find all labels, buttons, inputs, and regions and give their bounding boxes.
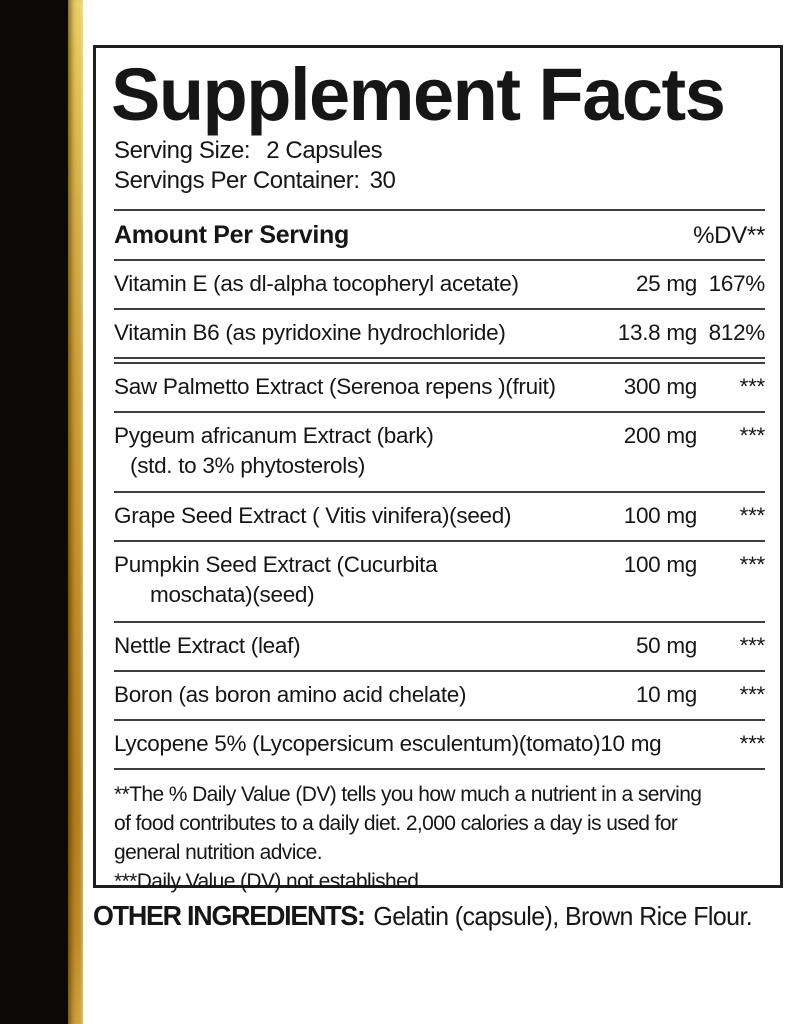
ingredient-name: Lycopene 5% (Lycopersicum esculentum)(tomato): [114, 730, 601, 756]
ingredient-row: [114, 259, 765, 308]
serving-size-line: [114, 136, 765, 167]
other-ingredients-value: Gelatin (capsule), Brown Rice Flour.: [373, 901, 753, 931]
serving-size-label: Serving Size:: [114, 136, 251, 164]
ingredient-daily-value: 167%: [708, 271, 765, 297]
serving-size-value: 2 Capsules: [266, 136, 383, 164]
ingredient-name: Pumpkin Seed Extract (Cucurbita: [114, 552, 438, 578]
ingredient-row: [114, 308, 765, 357]
ingredient-amount: 25 mg: [635, 271, 697, 297]
ingredient-rows: [114, 259, 765, 768]
ingredient-name: Nettle Extract (leaf): [114, 632, 301, 658]
ingredient-row: [114, 357, 765, 411]
gold-accent-stripe: [68, 0, 83, 1024]
footnote-line: **The % Daily Value (DV) tells you how much a nutrient in a serving: [114, 782, 702, 806]
ingredient-daily-value: ***: [739, 730, 765, 756]
ingredient-name: Saw Palmetto Extract (Serenoa repens )(fruit): [114, 374, 556, 400]
daily-value-footnote: [114, 768, 765, 897]
percent-dv-header: %DV**: [693, 222, 765, 250]
ingredient-daily-value: ***: [739, 681, 765, 707]
ingredient-row: [114, 719, 765, 768]
ingredient-name: Vitamin B6 (as pyridoxine hydrochloride): [114, 320, 506, 346]
ingredient-amount: 200 mg: [623, 423, 697, 449]
other-ingredients-line: [93, 900, 752, 932]
footnote-line: of food contributes to a daily diet. 2,000 calories a day is used for: [114, 811, 678, 835]
ingredient-amount: 100 mg: [623, 552, 697, 578]
ingredient-amount: 10 mg: [635, 681, 697, 707]
ingredient-row: [114, 621, 765, 670]
supplement-facts-panel: [93, 45, 783, 893]
footnote-line: ***Daily Value (DV) not established.: [114, 869, 424, 893]
ingredient-name-line2: moschata)(seed): [150, 582, 315, 608]
ingredient-name: Vitamin E (as dl-alpha tocopheryl acetate): [114, 271, 519, 297]
ingredient-daily-value: ***: [739, 374, 765, 400]
servings-per-container-line: [114, 166, 765, 197]
servings-per-container-value: 30: [369, 167, 396, 195]
ingredient-daily-value: 812%: [708, 320, 765, 346]
ingredient-row: [114, 540, 765, 620]
ingredient-name: Boron (as boron amino acid chelate): [114, 681, 467, 707]
amount-per-serving-header: Amount Per Serving: [114, 221, 349, 250]
ingredient-daily-value: ***: [739, 552, 765, 578]
ingredient-daily-value: ***: [739, 632, 765, 658]
panel-title: Supplement Facts: [111, 53, 725, 136]
ingredient-daily-value: ***: [739, 503, 765, 529]
servings-per-container-label: Servings Per Container:: [114, 167, 360, 195]
table-header-row: [114, 209, 765, 259]
ingredient-row: [114, 670, 765, 719]
ingredient-name: Grape Seed Extract ( Vitis vinifera)(seed): [114, 503, 512, 529]
left-black-bar: [0, 0, 68, 1024]
ingredient-amount: 100 mg: [623, 503, 697, 529]
ingredient-amount: 13.8 mg: [617, 320, 697, 346]
ingredient-row: [114, 491, 765, 540]
ingredient-daily-value: ***: [739, 423, 765, 449]
other-ingredients-label: OTHER INGREDIENTS:: [93, 900, 365, 931]
footnote-line: general nutrition advice.: [114, 840, 322, 864]
ingredient-amount: 300 mg: [623, 374, 697, 400]
ingredient-name: Pygeum africanum Extract (bark): [114, 423, 434, 449]
ingredient-row: [114, 411, 765, 491]
ingredient-amount: 50 mg: [635, 632, 697, 658]
ingredient-name-line2: (std. to 3% phytosterols): [130, 453, 366, 479]
ingredient-amount: 10 mg: [600, 730, 662, 756]
